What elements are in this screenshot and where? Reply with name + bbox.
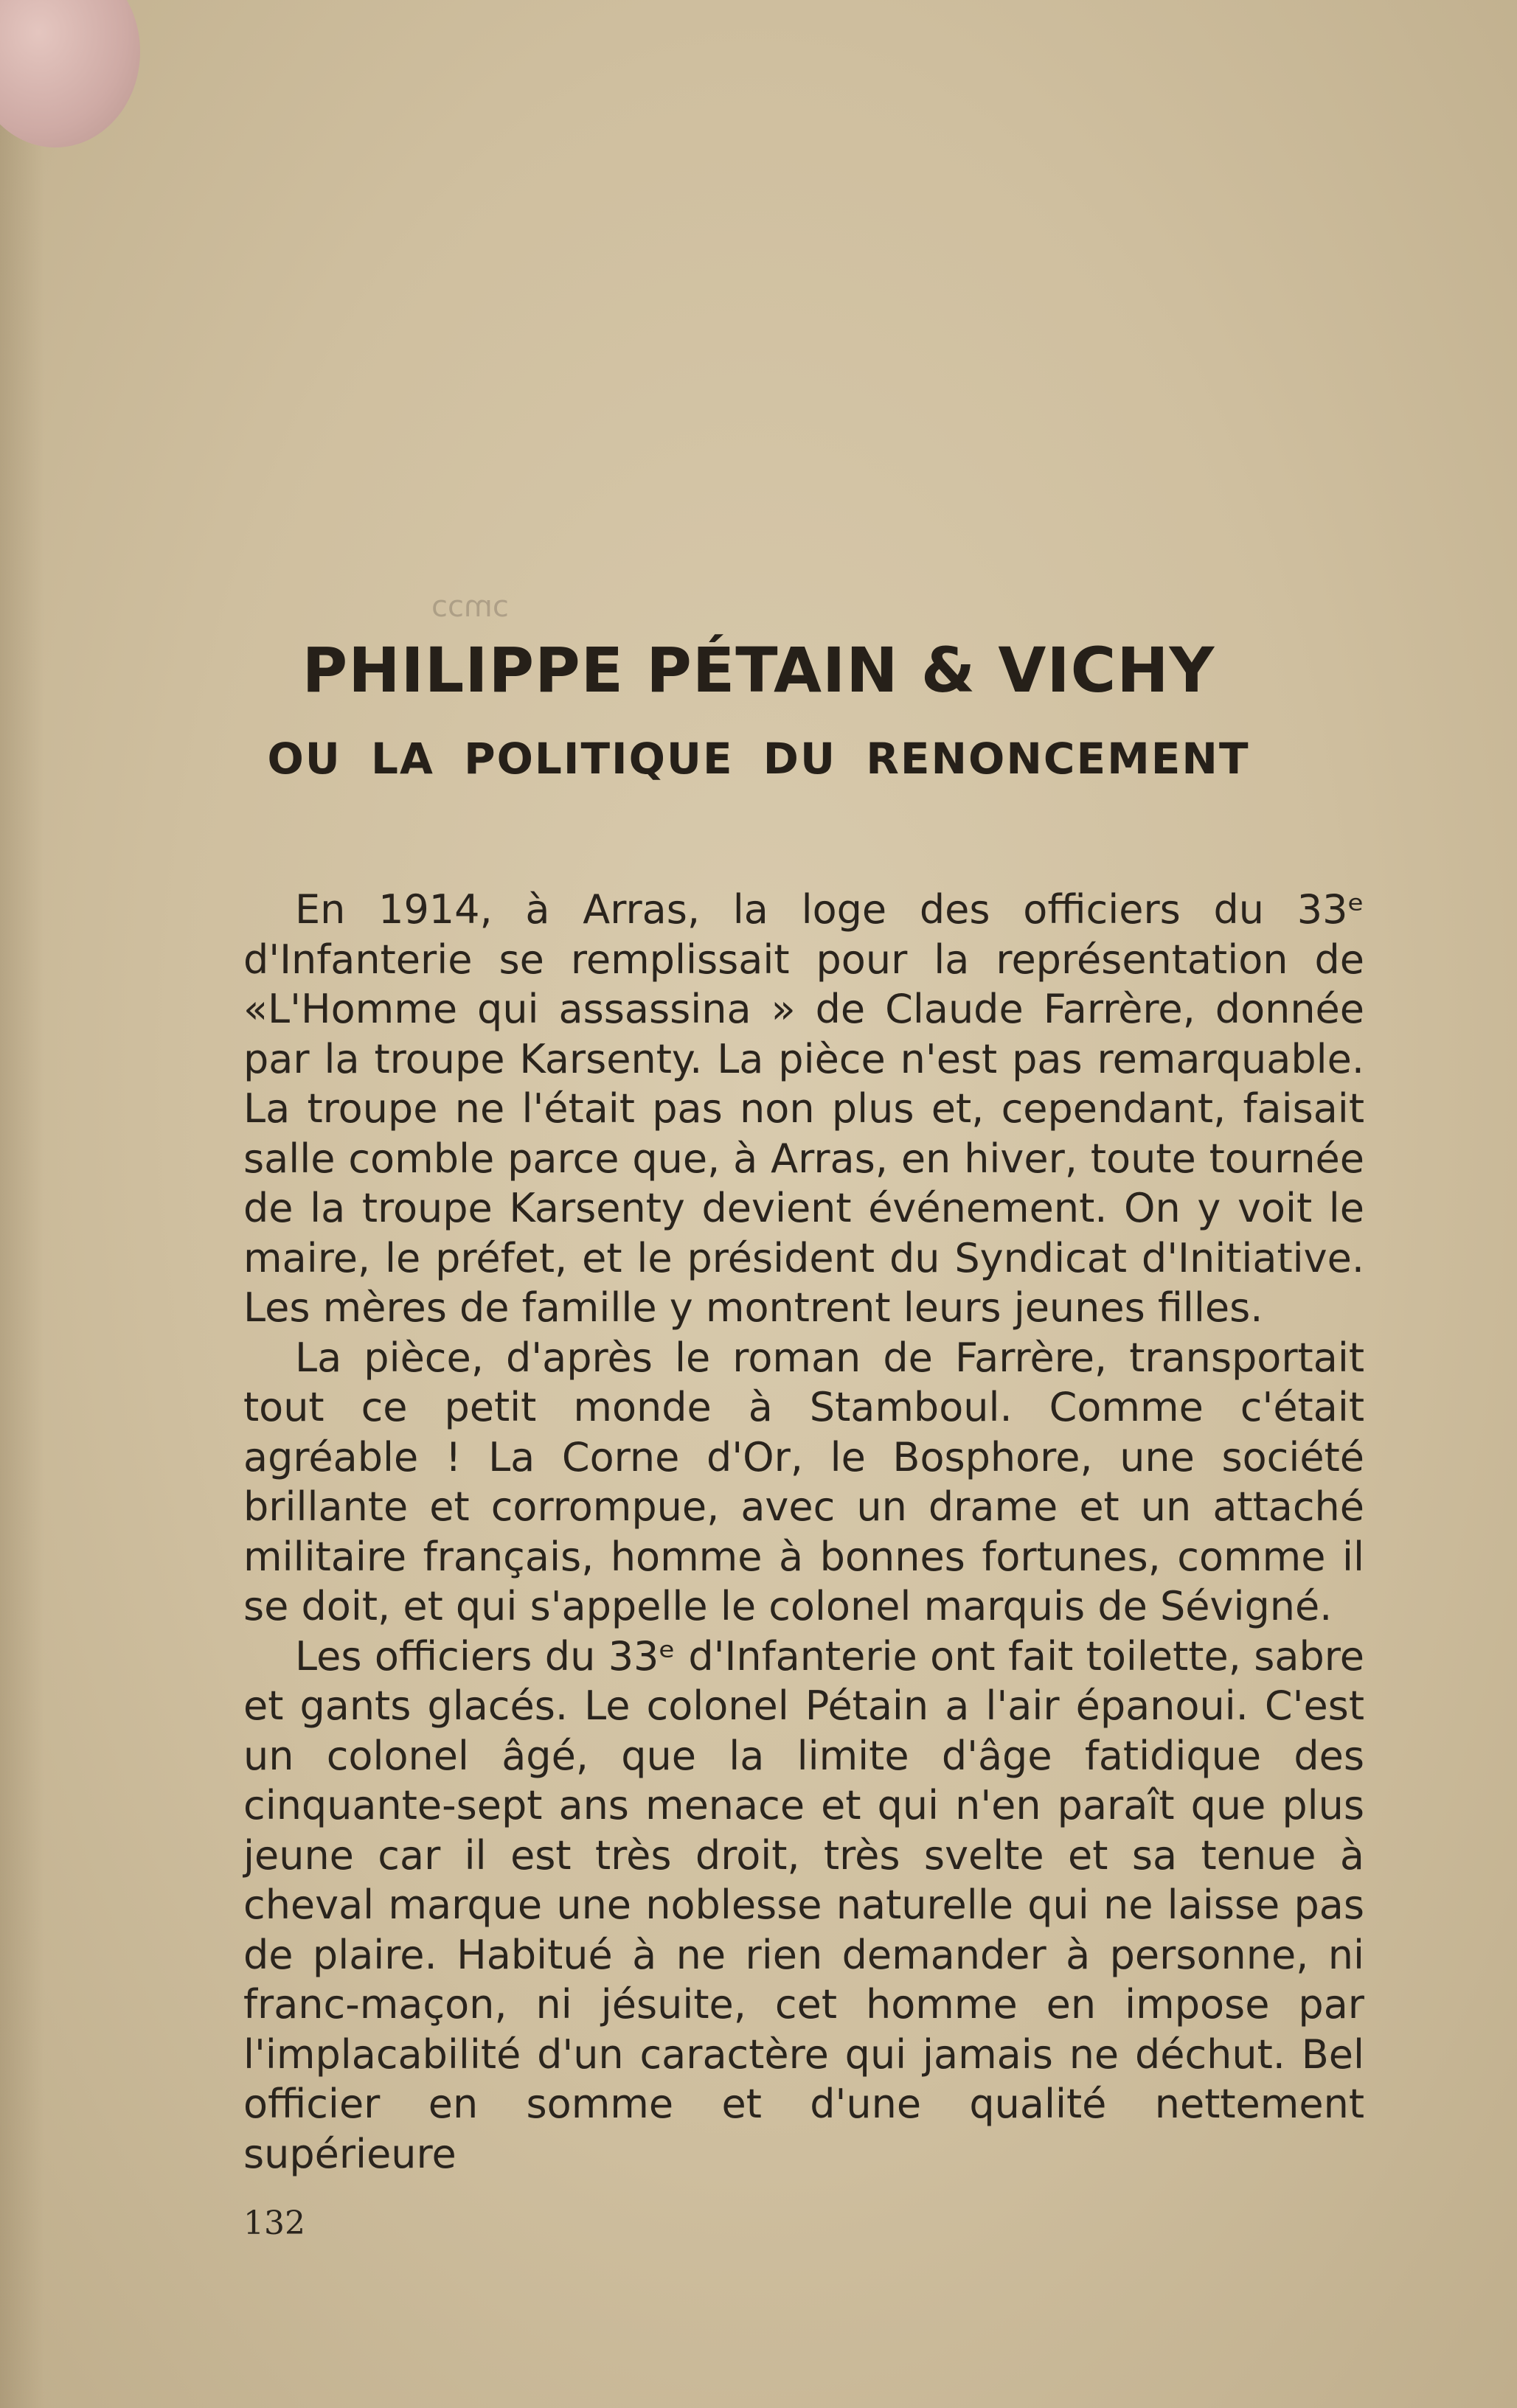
- paragraph: En 1914, à Arras, la loge des officiers du 33ᵉ d'Infanterie se remplissait pour la représentation de «L'Homme qui assassina » de Claude Farrère, donnée par la troupe Karsenty. La pièce n'est pas remarquable. La troupe ne l'était pas non plus et, cependant, faisait salle comble parce que, à Arras, en hiver, toute tournée de la troupe Karsenty devient événement. On y voit le maire, le préfet, et le président du Syndicat d'Initiative. Les mères de famille y montrent leurs jeunes filles.: [243, 886, 1364, 1331]
- body-text: [243, 885, 1364, 2179]
- paragraph: Les officiers du 33ᵉ d'Infanterie ont fait toilette, sabre et gants glacés. Le colonel Pétain a l'air épanoui. C'est un colonel âgé, que la limite d'âge fatidique des cinquante-sept ans menace et qui n'en paraît que plus jeune car il est très droit, très svelte et sa tenue à cheval marque une noblesse naturelle qui ne laisse pas de plaire. Habitué à ne rien demander à personne, ni franc-maçon, ni jésuite, cet homme en impose par l'implacabilité d'un caractère qui jamais ne déchut. Bel officier en somme et d'une qualité nettement supérieure: [243, 1632, 1364, 2177]
- chapter-subtitle: OU LA POLITIQUE DU RENONCEMENT: [267, 734, 1250, 784]
- page-number: 132: [243, 2205, 305, 2242]
- chapter-title: PHILIPPE PÉTAIN & VICHY: [302, 634, 1215, 706]
- page-gutter-shadow: [0, 0, 44, 2408]
- paragraph: La pièce, d'après le roman de Farrère, transportait tout ce petit monde à Stamboul. Comme c'était agréable ! La Corne d'Or, le Bosphore, une société brillante et corrompue, avec un drame et un attaché militaire français, homme à bonnes fortunes, comme il se doit, et qui s'appelle le colonel marquis de Sévigné.: [243, 1334, 1364, 1629]
- thumb-photo-artifact: [0, 0, 140, 147]
- bleed-through-mark: ɔmɔɔ: [431, 590, 509, 624]
